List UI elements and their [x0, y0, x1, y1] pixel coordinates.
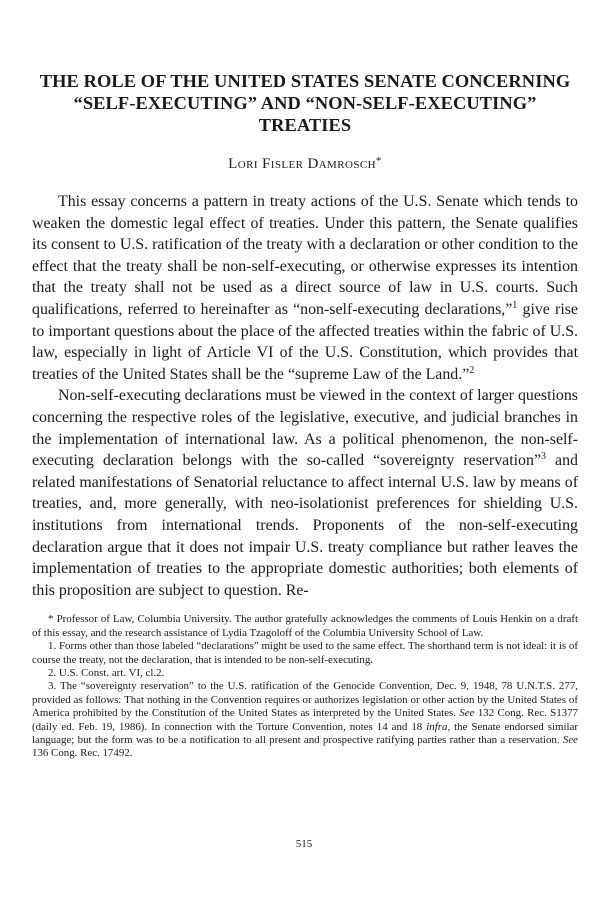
- title-line: “SELF-EXECUTING” AND “NON-SELF-EXECUTING”: [73, 93, 537, 113]
- text-run: , the Senate endorsed similar language; but the form was to be a notification to all present and prospective ratifying parties rather than a reservation.: [32, 720, 578, 746]
- footnote: [32, 680, 578, 760]
- footnote: [32, 613, 578, 640]
- footnote: [32, 667, 578, 680]
- italic-text: See: [562, 733, 578, 746]
- footnote: [32, 640, 578, 667]
- body-text: [32, 191, 578, 601]
- italic-text: See: [459, 707, 475, 720]
- text-run: 1. Forms other than those labeled “declarations” might be used to the same effect. The shorthand term is not ideal: it is of course the treaty, not the declaration, that is intended to be non-self-executing.: [32, 640, 578, 666]
- italic-text: infra: [426, 720, 448, 733]
- title-line: TREATIES: [258, 115, 352, 135]
- text-run: 136 Cong. Rec. 17492.: [32, 747, 133, 760]
- text-run: and related manifestations of Senatorial reluctance to affect internal U.S. law by means of treaties, and, more generally, with neo-isolationist preferences for shielding U.S. institutions from international trends. Proponents of the non-self-executing declaration argue that it does not impair U.S. treaty compliance but rather leaves the implementation of treaties to the appropriate domestic authorities; both elements of this proposition are subject to question. Re-: [32, 452, 578, 599]
- author-byline: [32, 154, 578, 174]
- author-name: Lori Fisler Damrosch: [228, 156, 376, 172]
- text-run: 2. U.S. Const. art. VI, cl.2.: [48, 666, 165, 679]
- text-run: 3. The “sovereignty reservation” to the U.S. ratification of the Genocide Convention, Dec. 9, 1948, 78 U.N.T.S. 277, provided as follows: That nothing in the Convention requires or authorizes legislation or other action by the United States of America prohibited by the Constitution of the United States as interpreted by the United States.: [32, 680, 578, 720]
- footnotes: [32, 613, 578, 760]
- author-footnote-marker: *: [375, 155, 382, 167]
- paragraph: [32, 385, 578, 601]
- text-run: Non-self-executing declarations must be viewed in the context of larger questions concerning the respective roles of the legislative, executive, and judicial branches in the implementation of international law. As a political phenomenon, the non-self-executing declaration belongs with the so-called “sovereignty reservation”: [32, 387, 578, 470]
- text-run: give rise to important questions about the place of the affected treaties within the fabric of U.S. law, especially in light of Article VI of the U.S. Constitution, which provides that treaties of the United States shall be the “supreme Law of the Land.”: [32, 300, 578, 383]
- paragraph: [32, 191, 578, 385]
- article-page: [32, 70, 578, 761]
- text-run: 132 Cong. Rec. S1377 (daily ed. Feb. 19, 1986). In connection with the Torture Convention, notes 14 and 18: [32, 707, 579, 733]
- footnote-ref: 2: [469, 364, 475, 376]
- footnote-ref: 3: [541, 451, 546, 463]
- article-title: [32, 70, 578, 136]
- text-run: This essay concerns a pattern in treaty actions of the U.S. Senate which tends to weaken the domestic legal effect of treaties. Under this pattern, the Senate qualifies its consent to U.S. ratification of the treaty with a declaration or other condition to the effect that the treaty shall be non-self-executing, or otherwise expresses its intention that the treaty shall not be used as a direct source of law in U.S. courts. Such qualifications, referred to hereinafter as “non-self-executing declarations,”: [32, 193, 578, 318]
- page-number: 515: [295, 838, 313, 850]
- title-line: THE ROLE OF THE UNITED STATES SENATE CONCERNING: [39, 71, 571, 91]
- text-run: * Professor of Law, Columbia University. The author gratefully acknowledges the comments of Louis Henkin on a draft of this essay, and the research assistance of Lydia Tzagoloff of the Columbia University School of Law.: [32, 613, 578, 639]
- footnote-ref: 1: [512, 299, 518, 311]
